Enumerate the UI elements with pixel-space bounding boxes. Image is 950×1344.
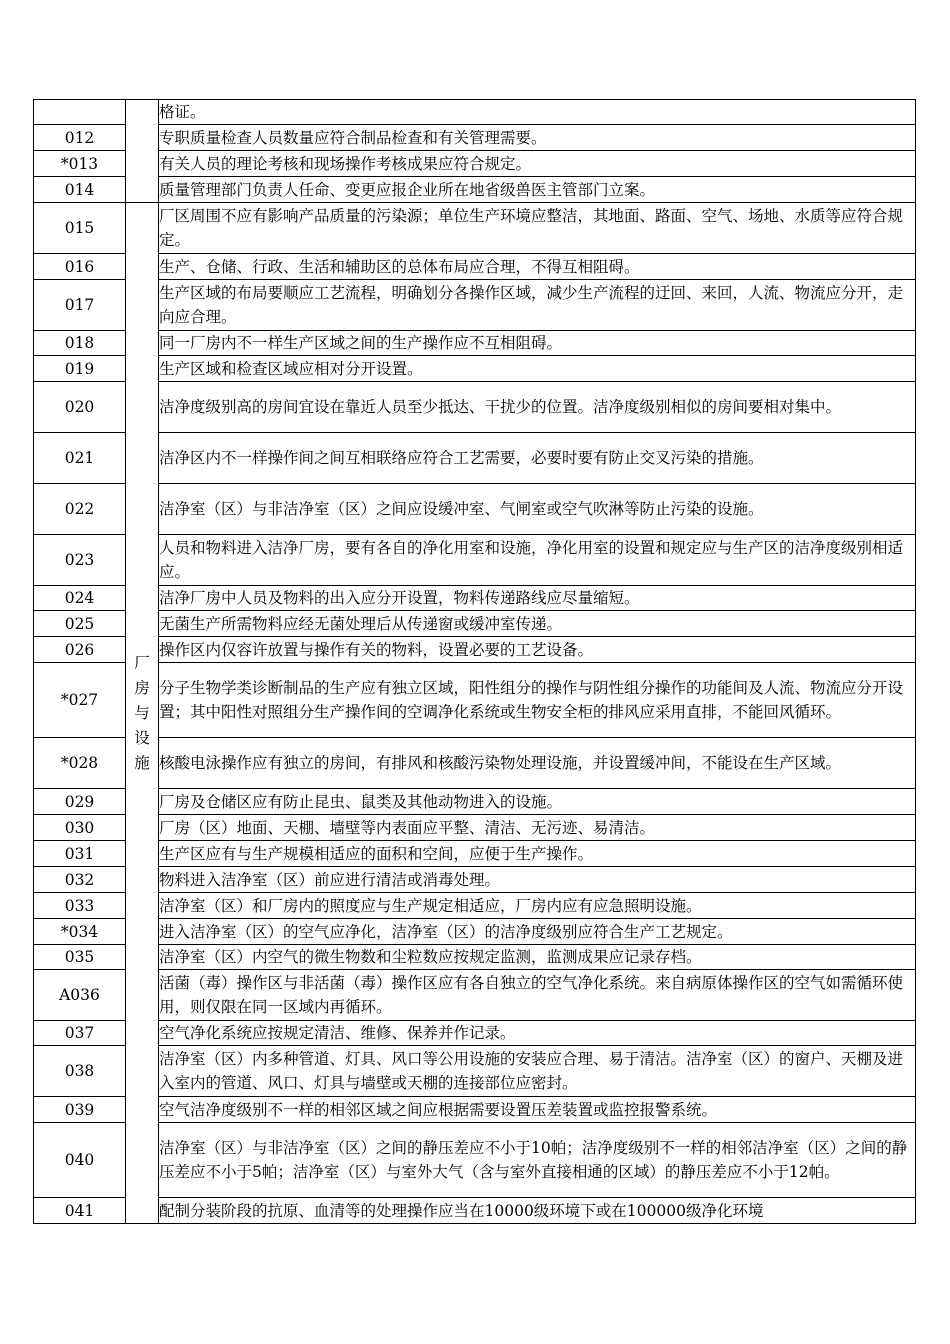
table-row [34,611,916,637]
category-cell-previous [126,100,159,203]
requirement-text: 洁净度级别高的房间宜设在靠近人员至少抵达、干扰少的位置。洁净度级别相似的房间要相对集中。 [159,382,916,433]
item-code: 023 [34,535,126,586]
requirement-text: 厂房（区）地面、天棚、墙壁等内表面应平整、清洁、无污迹、易清洁。 [159,815,916,841]
item-code: 040 [34,1123,126,1198]
item-code: 038 [34,1046,126,1097]
table-row [34,815,916,841]
requirement-text: 洁净室（区）与非洁净室（区）之间的静压差应不小于10帕；洁净度级别不一样的相邻洁净室（区）之间的静压差应不小于5帕；洁净室（区）与室外大气（含与室外直接相通的区域）的静压差应不小于12帕。 [159,1123,916,1198]
requirement-text: 质量管理部门负责人任命、变更应报企业所在地省级兽医主管部门立案。 [159,177,916,203]
table-row [34,535,916,586]
table-row [34,867,916,893]
item-code: 021 [34,433,126,484]
requirement-text: 配制分装阶段的抗原、血清等的处理操作应当在10000级环境下或在100000级净化环境 [159,1198,916,1224]
requirement-text: 生产区域和检查区域应相对分开设置。 [159,356,916,382]
requirement-text: 厂房及仓储区应有防止昆虫、鼠类及其他动物进入的设施。 [159,789,916,815]
item-code: 018 [34,331,126,356]
requirement-text: 洁净室（区）内空气的微生物数和尘粒数应按规定监测，监测成果应记录存档。 [159,945,916,970]
table-row [34,484,916,535]
item-code: 020 [34,382,126,433]
item-code [34,100,126,125]
table-row [34,125,916,151]
item-code: *027 [34,663,126,738]
requirement-text: 洁净室（区）与非洁净室（区）之间应设缓冲室、气闸室或空气吹淋等防止污染的设施。 [159,484,916,535]
table-row [34,663,916,738]
item-code: 033 [34,893,126,919]
table-row [34,945,916,970]
table-row [34,1123,916,1198]
requirements-table [33,99,916,1224]
requirement-text: 洁净室（区）和厂房内的照度应与生产规定相适应，厂房内应有应急照明设施。 [159,893,916,919]
requirement-text: 有关人员的理论考核和现场操作考核成果应符合规定。 [159,151,916,177]
requirement-text: 洁净室（区）内多种管道、灯具、风口等公用设施的安装应合理、易于清洁。洁净室（区）的窗户、天棚及进入室内的管道、风口、灯具与墙壁或天棚的连接部位应密封。 [159,1046,916,1097]
item-code: 017 [34,280,126,331]
item-code: *034 [34,919,126,945]
requirement-text: 人员和物料进入洁净厂房，要有各自的净化用室和设施，净化用室的设置和规定应与生产区的洁净度级别相适应。 [159,535,916,586]
table-row [34,919,916,945]
table-row [34,433,916,484]
table-row [34,356,916,382]
table-row [34,789,916,815]
requirement-text: 生产、仓储、行政、生活和辅助区的总体布局应合理，不得互相阻碍。 [159,254,916,280]
item-code: *013 [34,151,126,177]
table-row [34,203,916,254]
table-body [34,100,916,1224]
item-code: 012 [34,125,126,151]
requirement-text: 操作区内仅容许放置与操作有关的物料，设置必要的工艺设备。 [159,637,916,663]
requirement-text: 物料进入洁净室（区）前应进行清洁或消毒处理。 [159,867,916,893]
requirement-text: 同一厂房内不一样生产区域之间的生产操作应不互相阻碍。 [159,331,916,356]
item-code: 035 [34,945,126,970]
requirement-text: 活菌（毒）操作区与非活菌（毒）操作区应有各自独立的空气净化系统。来自病原体操作区的空气如需循环使用，则仅限在同一区域内再循环。 [159,970,916,1021]
item-code: 015 [34,203,126,254]
table-row [34,1198,916,1224]
requirement-text: 分子生物学类诊断制品的生产应有独立区域，阳性组分的操作与阴性组分操作的功能间及人流、物流应分开设置；其中阳性对照组分生产操作间的空调净化系统或生物安全柜的排风应采用直排，不能回风循环。 [159,663,916,738]
item-code: *028 [34,738,126,789]
table-row [34,177,916,203]
table-row [34,637,916,663]
requirement-text: 洁净区内不一样操作间之间互相联络应符合工艺需要，必要时要有防止交叉污染的措施。 [159,433,916,484]
item-code: 031 [34,841,126,867]
table-row [34,893,916,919]
requirement-text: 进入洁净室（区）的空气应净化，洁净室（区）的洁净度级别应符合生产工艺规定。 [159,919,916,945]
item-code: 019 [34,356,126,382]
requirement-text: 洁净厂房中人员及物料的出入应分开设置，物料传递路线应尽量缩短。 [159,586,916,611]
table-row [34,841,916,867]
item-code: 041 [34,1198,126,1224]
table-row [34,1021,916,1046]
item-code: 037 [34,1021,126,1046]
requirement-text: 格证。 [159,100,916,125]
item-code: 026 [34,637,126,663]
table-row [34,100,916,125]
requirement-text: 核酸电泳操作应有独立的房间，有排风和核酸污染物处理设施，并设置缓冲间，不能设在生产区域。 [159,738,916,789]
category-label: 厂 房 与 设 施 [134,653,150,772]
requirement-text: 生产区应有与生产规模相适应的面积和空间，应便于生产操作。 [159,841,916,867]
table-row [34,738,916,789]
item-code: 039 [34,1097,126,1123]
table-row [34,586,916,611]
item-code: 025 [34,611,126,637]
table-row [34,254,916,280]
table-row [34,331,916,356]
table-row [34,151,916,177]
item-code: 030 [34,815,126,841]
category-cell [126,203,159,1224]
requirement-text: 专职质量检查人员数量应符合制品检查和有关管理需要。 [159,125,916,151]
requirement-text: 无菌生产所需物料应经无菌处理后从传递窗或缓冲室传递。 [159,611,916,637]
requirement-text: 空气洁净度级别不一样的相邻区域之间应根据需要设置压差装置或监控报警系统。 [159,1097,916,1123]
table-row [34,280,916,331]
item-code: 024 [34,586,126,611]
table-row [34,1097,916,1123]
item-code: 014 [34,177,126,203]
requirement-text: 空气净化系统应按规定清洁、维修、保养并作记录。 [159,1021,916,1046]
item-code: 032 [34,867,126,893]
item-code: 029 [34,789,126,815]
item-code: A036 [34,970,126,1021]
table-row [34,1046,916,1097]
requirement-text: 厂区周围不应有影响产品质量的污染源；单位生产环境应整洁，其地面、路面、空气、场地、水质等应符合规定。 [159,203,916,254]
item-code: 016 [34,254,126,280]
requirement-text: 生产区域的布局要顺应工艺流程，明确划分各操作区域，减少生产流程的迂回、来回，人流、物流应分开，走向应合理。 [159,280,916,331]
item-code: 022 [34,484,126,535]
table-row [34,970,916,1021]
table-row [34,382,916,433]
